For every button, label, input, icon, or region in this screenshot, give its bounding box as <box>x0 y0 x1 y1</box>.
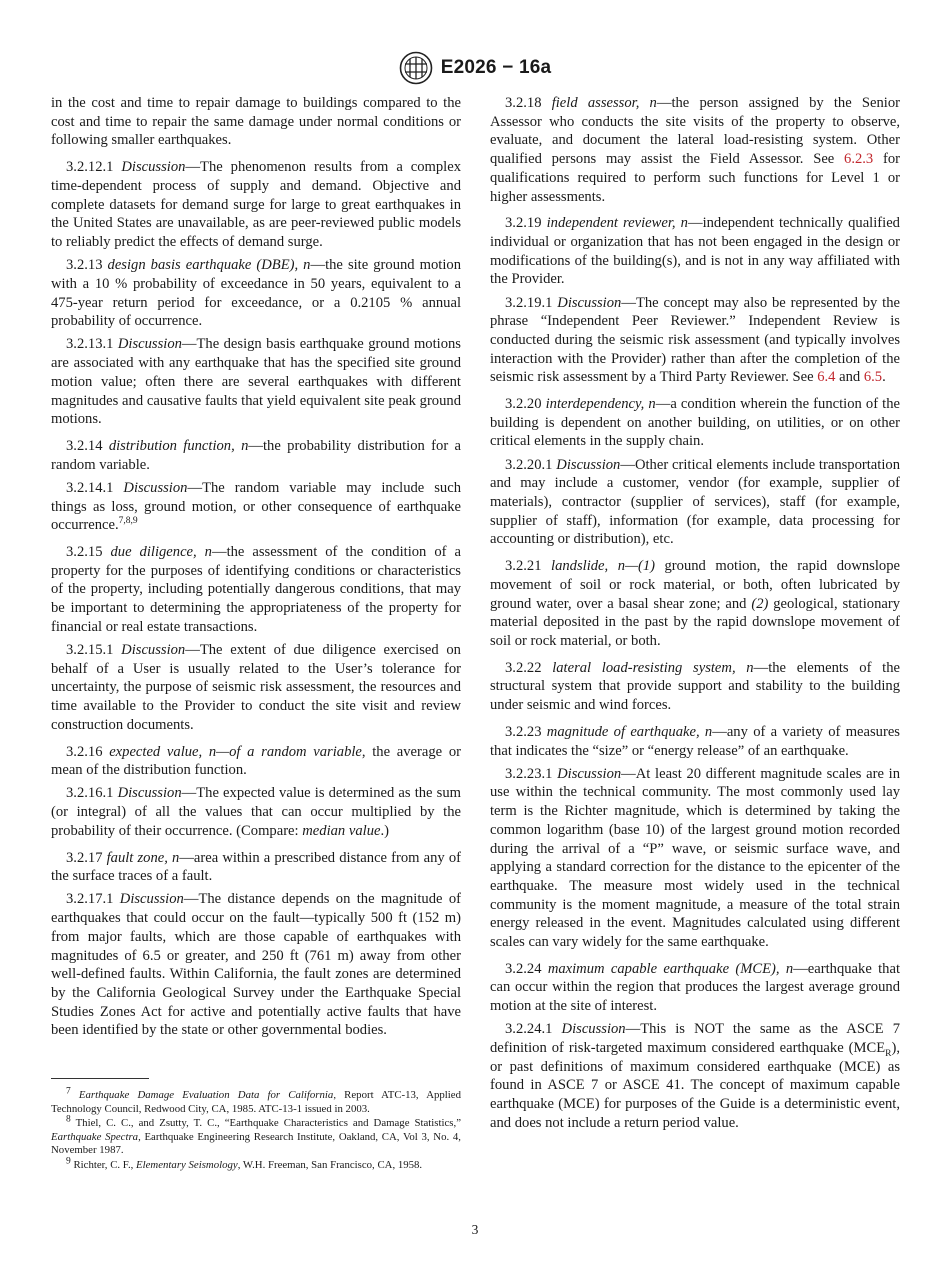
footnote-8: $^8$ Thiel, C. C., and Zsutty, T. C., “Earthquake Characteristics and Damage Statistics,” Earthquake Spectra, Earthquake Engineering Research Institute, Oakland, CA, Vol 3, No. 4, November 1987. <box>51 1114 461 1157</box>
paragraph-3-2-14-1: 3.2.14.1 Discussion—The random variable may include such things as loss, ground motion, or other consequence of earthquake occurrence.$^{7,8,9}$ <box>51 479 461 534</box>
paragraph-3-2-24: 3.2.24 maximum capable earthquake (MCE), n—earthquake that can occur within the region that produces the largest average ground motion at the site of interest. <box>490 960 901 1015</box>
footnote-ref: 7,8,9 <box>118 516 138 527</box>
paragraph-3-2-14: 3.2.14 distribution function, n—the probability distribution for a random variable. <box>51 437 461 473</box>
paragraph-3-2-17: 3.2.17 fault zone, n—area within a prescribed distance from any of the surface traces of a fault. <box>51 849 461 885</box>
paragraph-3-2-13: 3.2.13 design basis earthquake (DBE), n—the site ground motion with a 10 % probability of exceedance in 50 years, equivalent to a 475-year return period for exceedance, or a 0.2105 % annual probability of occurrence. <box>51 257 461 330</box>
footnotes <box>51 1078 461 1174</box>
footnote-9: $^9$ Richter, C. F., Elementary Seismology, W.H. Freeman, San Francisco, CA, 1958. <box>66 1156 423 1171</box>
footnote-divider <box>51 1078 149 1079</box>
footnote-7: $^7$ Earthquake Damage Evaluation Data for California, Report ATC-13, Applied Technology Council, Redwood City, CA, 1985. ATC-13-1 issued in 2003. <box>51 1086 461 1115</box>
section-link[interactable]: 6.4 <box>817 369 836 386</box>
paragraph-3-2-22: 3.2.22 lateral load-resisting system, n—the elements of the structural system that provide support and stability to the building under seismic and wind forces. <box>490 659 900 714</box>
astm-logo-icon <box>399 51 433 85</box>
paragraph-3-2-19-1: 3.2.19.1 Discussion—The concept may also be represented by the phrase “Independent Peer Reviewer.” Independent Review is conducted during the seismic risk assessment (and typically involves interaction with the Provider) rather than after the completion of the seismic risk assessment by a Third Party Reviewer. See 6.4 and 6.5. <box>490 294 900 386</box>
paragraph-3-2-15-1: 3.2.15.1 Discussion—The extent of due diligence exercised on behalf of a User is usually related to the User’s tolerance for uncertainty, the purpose of seismic risk assessment, the resources and time available to the Provider to conduct the site visit and review construction documents. <box>51 641 461 733</box>
paragraph-3-2-16: 3.2.16 expected value, n—of a random variable, the average or mean of the distribution function. <box>51 743 461 779</box>
page-header <box>0 50 950 86</box>
page-number: 3 <box>471 1222 479 1237</box>
paragraph-3-2-17-1: 3.2.17.1 Discussion—The distance depends on the magnitude of earthquakes that could occur on the fault—typically 500 ft (152 m) from major faults, which are those capable of earthquakes with magnitudes of 6.5 or greater, and 250 ft (761 m) away from other well-defined faults. Within California, the fault zones are determined by the California Geological Survey under the Earthquake Special Studies Zones Act for active and potentially active faults that have been identified by the state or other governmental bodies. <box>51 891 461 1039</box>
paragraph-3-2-21: 3.2.21 landslide, n—(1) ground motion, the rapid downslope movement of soil or rock material, or both, often lubricated by ground water, over a basal shear zone; and (2) geological, stationary material deposited in the past by the rapid downslope movement of soil or rock material, or both. <box>490 558 900 649</box>
paragraph-3-2-20-1: 3.2.20.1 Discussion—Other critical elements include transportation and may include a customer, vendor (for example, supplier of materials), contractor (supplier of services), staff (for example, supplier of staff), information (for example, data processing for accounting or distribution), etc. <box>490 456 900 548</box>
right-column <box>490 94 900 1137</box>
section-link[interactable]: 6.5 <box>863 369 883 386</box>
paragraph-3-2-19: 3.2.19 independent reviewer, n—independent technically qualified individual or organization that has not been engaged in the design or modifications of the building(s), and is not in any way affiliated with the Provider. <box>490 215 900 288</box>
standard-designation: E2026 − 16a <box>440 57 552 78</box>
paragraph-3-2-18: 3.2.18 field assessor, n—the person assigned by the Senior Assessor who conducts the site visits of the property to observe, evaluate, and document the lateral load-resisting system. Other qualified persons may assist the Field Assessor. See 6.2.3 for qualifications required to perform such functions for Level 1 or higher assessments. <box>490 95 901 205</box>
paragraph: in the cost and time to repair damage to buildings compared to the cost and time to repair the same damage under normal conditions or following smaller earthquakes. <box>51 95 461 149</box>
section-link[interactable]: 6.2.3 <box>844 151 874 168</box>
left-column <box>51 94 461 1045</box>
paragraph-3-2-20: 3.2.20 interdependency, n—a condition wherein the function of the building is dependent on another building, on utilities, or on other critical elements in the supply chain. <box>490 396 900 450</box>
paragraph-3-2-23-1: 3.2.23.1 Discussion—At least 20 different magnitude scales are in use within the technical community. The most commonly used lay term is the Richter magnitude, which is determined by taking the common logarithm (base 10) of the largest ground motion recorded during the arrival of a “P” wave, or seismic surface wave, and applying a standard correction for the distance to the epicenter of the earthquake. The measure most widely used in the technical community is the moment magnitude, a measure of the total strain energy released in the event. Magnitudes calculated using different scales can vary widely for the same earthquake. <box>490 765 900 951</box>
paragraph-3-2-24-1: 3.2.24.1 Discussion—This is NOT the same as the ASCE 7 definition of risk-targeted maximum considered earthquake $(MCE_R)$, or past definitions of maximum considered earthquake (MCE) as found in ASCE 7 or ASCE 41. The concept of maximum capable earthquake (MCE) for purposes of the Guide is a deterministic event, and does not include a return period value. <box>490 1021 900 1131</box>
paragraph-3-2-13-1: 3.2.13.1 Discussion—The design basis earthquake ground motions are associated with any earthquake that has the specified site ground motion value; often there are several earthquakes with different magnitudes and causative faults that yield equivalent site peak ground motions. <box>51 336 461 428</box>
paragraph-3-2-12-1: 3.2.12.1 Discussion—The phenomenon results from a complex time-dependent process of supply and demand. Objective and complete datasets for demand surge for large to great earthquakes in the United States are unavailable, as are peer-reviewed public models to reliably predict the effects of demand surge. <box>51 159 461 250</box>
paragraph-3-2-23: 3.2.23 magnitude of earthquake, n—any of a variety of measures that indicates the “size” or “energy release” of an earthquake. <box>490 723 900 759</box>
paragraph-3-2-15: 3.2.15 due diligence, n—the assessment of the condition of a property for the purposes of identifying conditions or characteristics of the property, including potentially dangerous conditions, that may be important to determining the appropriateness of the property for financial or real estate transactions. <box>51 543 461 635</box>
paragraph-3-2-16-1: 3.2.16.1 Discussion—The expected value is determined as the sum (or integral) of all the values that can occur multiplied by the probability of their occurrence. (Compare: median value.) <box>51 785 461 839</box>
